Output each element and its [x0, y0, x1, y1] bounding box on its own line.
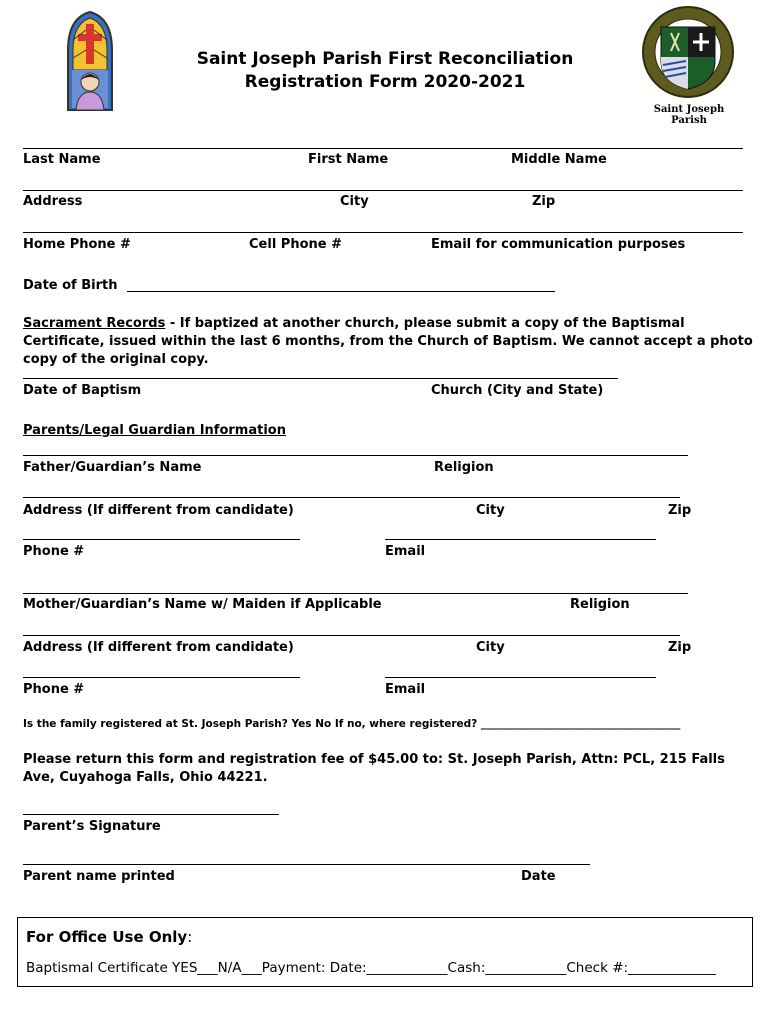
- first-name-label: First Name: [308, 152, 389, 167]
- email-label: Email for communication purposes: [431, 237, 686, 252]
- mother-email-label: Email: [385, 682, 426, 697]
- dob-label: Date of Birth: [23, 278, 118, 293]
- last-name-label: Last Name: [23, 152, 101, 167]
- title-line-2: Registration Form 2020-2021: [244, 72, 526, 92]
- parent-name-printed-label: Parent name printed: [23, 869, 175, 884]
- father-city-label: City: [476, 503, 505, 518]
- zip-label: Zip: [532, 194, 556, 209]
- mother-phone-line[interactable]: [23, 677, 300, 678]
- middle-name-label: Middle Name: [511, 152, 607, 167]
- mother-address-line[interactable]: [23, 635, 680, 636]
- mother-name-label: Mother/Guardian’s Name w/ Maiden if Applicable: [23, 597, 382, 612]
- date-of-baptism-label: Date of Baptism: [23, 383, 142, 398]
- father-phone-label: Phone #: [23, 544, 85, 559]
- signature-line[interactable]: [23, 814, 279, 815]
- home-phone-label: Home Phone #: [23, 237, 131, 252]
- father-zip-label: Zip: [668, 503, 692, 518]
- father-email-line[interactable]: [385, 539, 656, 540]
- name-line[interactable]: [23, 148, 743, 149]
- father-phone-line[interactable]: [23, 539, 300, 540]
- mother-zip-label: Zip: [668, 640, 692, 655]
- parent-signature-label: Parent’s Signature: [23, 819, 161, 834]
- baptism-line[interactable]: [23, 378, 618, 379]
- registered-question: Is the family registered at St. Joseph Parish? Yes No If no, where registered? ______________________________________: [23, 718, 681, 730]
- father-name-label: Father/Guardian’s Name: [23, 460, 202, 475]
- father-religion-label: Religion: [434, 460, 494, 475]
- father-email-label: Email: [385, 544, 426, 559]
- title-line-1: Saint Joseph Parish First Reconciliation: [196, 49, 574, 69]
- parents-heading: Parents/Legal Guardian Information: [23, 423, 286, 438]
- date-label: Date: [521, 869, 556, 884]
- return-note: Please return this form and registration fee of $45.00 to: St. Joseph Parish, Attn: PCL, 215 Falls Ave, Cuyahoga Falls, Ohio 44221.: [23, 752, 725, 785]
- father-address-label: Address (If different from candidate): [23, 503, 294, 518]
- father-address-line[interactable]: [23, 497, 680, 498]
- sacrament-records-text: [23, 315, 758, 369]
- office-use-colon: :: [187, 928, 193, 946]
- parish-seal: [641, 5, 735, 101]
- mother-address-label: Address (If different from candidate): [23, 640, 294, 655]
- mother-city-label: City: [476, 640, 505, 655]
- address-label: Address: [23, 194, 83, 209]
- office-use-heading: [26, 928, 192, 946]
- mother-phone-label: Phone #: [23, 682, 85, 697]
- printed-name-line[interactable]: [23, 864, 590, 865]
- office-use-row: Baptismal Certificate YES___N/A___Payment: Date:____________Cash:____________Check #:_____________: [26, 960, 716, 976]
- sacrament-records-body: - If baptized at another church, please submit a copy of the Baptismal Certificate, issued within the last 6 months, from the Church of Baptism. We cannot accept a photo copy of the original copy.: [23, 316, 753, 367]
- city-label: City: [340, 194, 369, 209]
- mother-name-line[interactable]: [23, 593, 688, 594]
- stained-glass-logo: [64, 10, 116, 112]
- cell-phone-label: Cell Phone #: [249, 237, 342, 252]
- sacrament-records-heading: Sacrament Records: [23, 316, 166, 331]
- mother-email-line[interactable]: [385, 677, 656, 678]
- father-name-line[interactable]: [23, 455, 688, 456]
- seal-caption: Saint Joseph Parish: [653, 104, 725, 126]
- address-line[interactable]: [23, 190, 743, 191]
- form-title: [150, 48, 620, 94]
- phone-line[interactable]: [23, 232, 743, 233]
- church-label: Church (City and State): [431, 383, 604, 398]
- office-use-box: [17, 917, 753, 987]
- office-use-title: For Office Use Only: [26, 928, 188, 946]
- mother-religion-label: Religion: [570, 597, 630, 612]
- dob-line[interactable]: [127, 291, 555, 292]
